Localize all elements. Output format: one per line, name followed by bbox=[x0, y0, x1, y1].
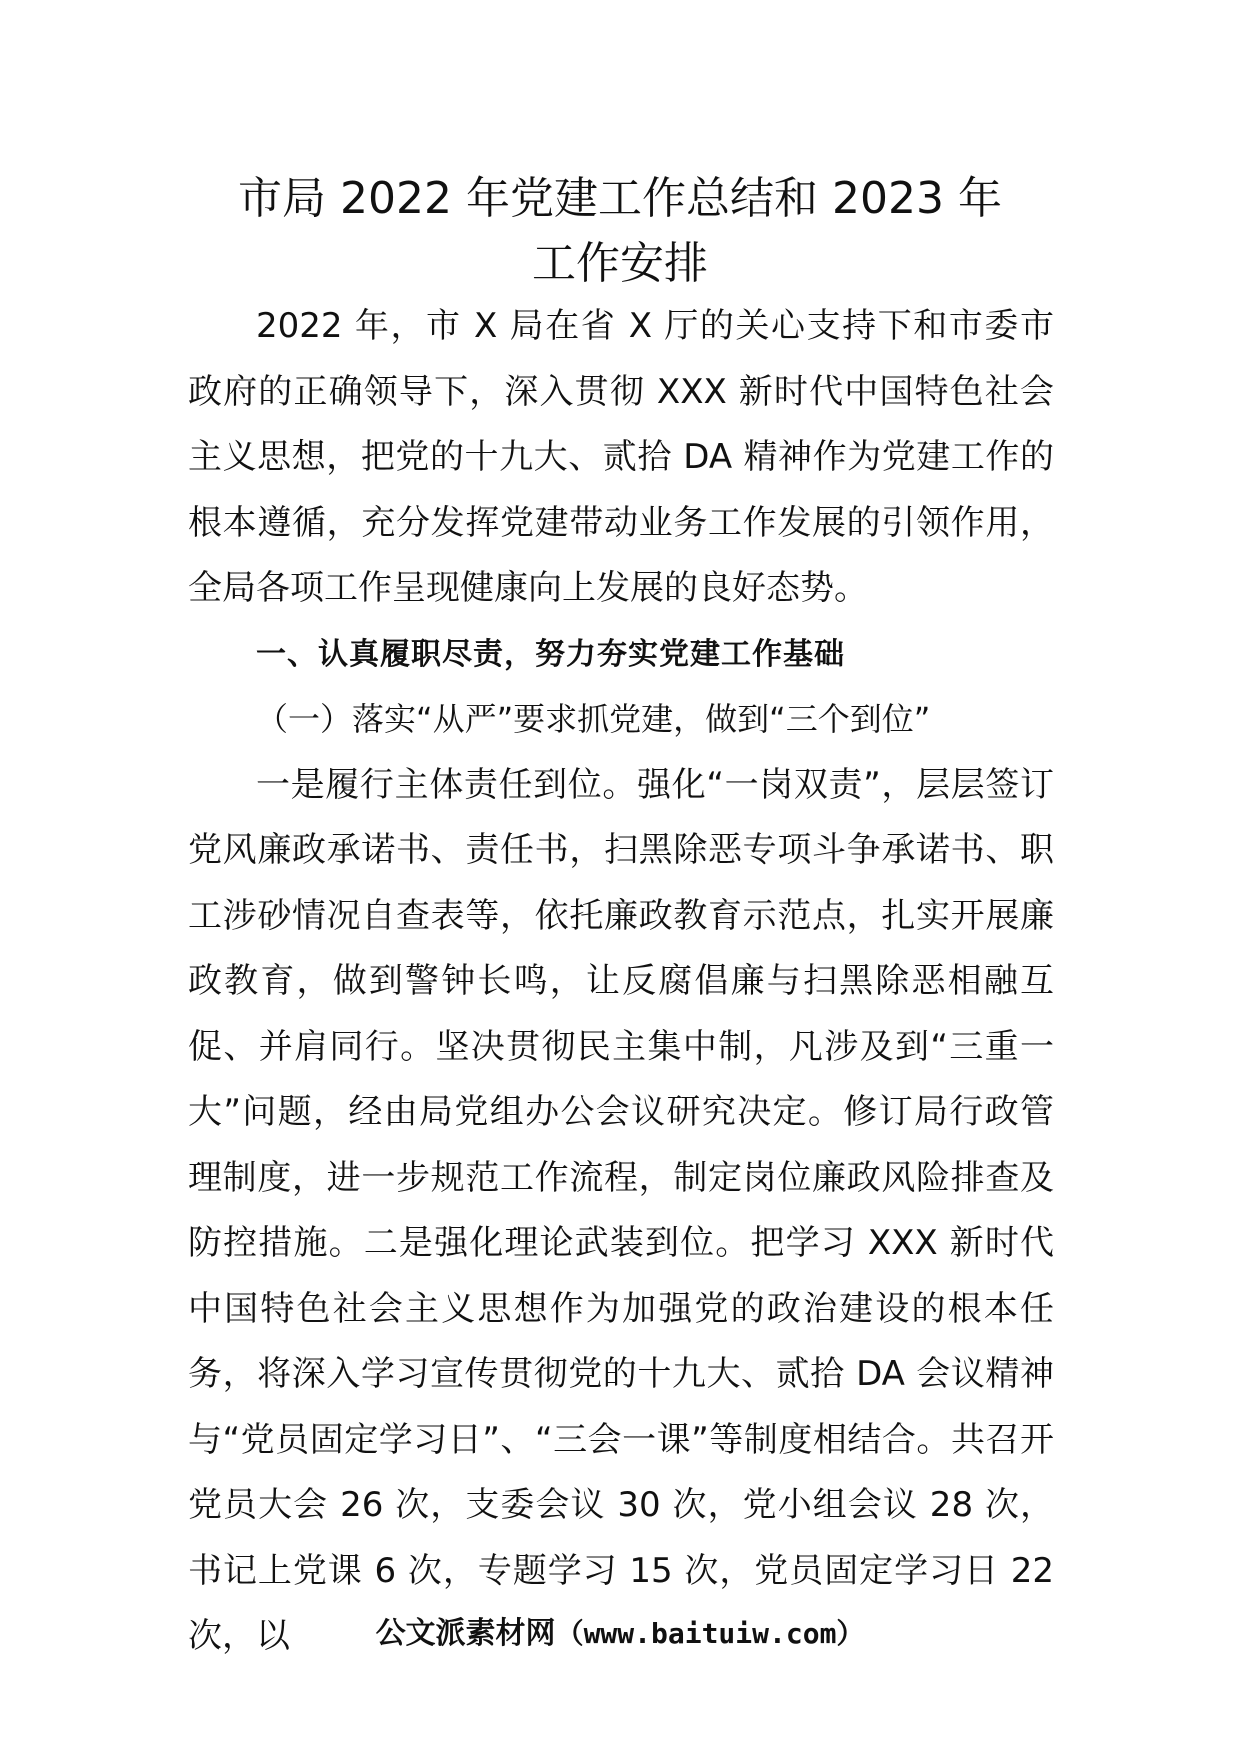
footer-site-name: 公文派素材网 bbox=[375, 1616, 556, 1651]
footer-url: （www.baituiw.com） bbox=[555, 1617, 865, 1650]
document-title-line-1: 市局 2022 年党建工作总结和 2023 年 bbox=[238, 173, 1002, 224]
intro-paragraph: 2022 年，市 X 局在省 X 厅的关心支持下和市委市政府的正确领导下，深入贯彻 XXX 新时代中国特色社会主义思想，把党的十九大、贰拾 DA 精神作为党建工作的根本遵循，充分发挥党建带动业务工作发展的引领作用，全局各项工作呈现健康向上发展的良好态势。 bbox=[188, 306, 1054, 608]
subsection-heading-1: （一）落实“从严”要求抓党建，做到“三个到位” bbox=[256, 700, 931, 738]
document-title-line-2: 工作安排 bbox=[532, 238, 708, 289]
body-paragraph: 一是履行主体责任到位。强化“一岗双责”，层层签订党风廉政承诺书、责任书，扫黑除恶专项斗争承诺书、职工涉砂情况自查表等，依托廉政教育示范点，扎实开展廉政教育，做到警钟长鸣，让反腐倡廉与扫黑除恶相融互促、并肩同行。坚决贯彻民主集中制，凡涉及到“三重一大”问题，经由局党组办公会议研究决定。修订局行政管理制度，进一步规范工作流程，制定岗位廉政风险排查及防控措施。二是强化理论武装到位。把学习 XXX 新时代中国特色社会主义思想作为加强党的政治建设的根本任务，将深入学习宣传贯彻党的十九大、贰拾 DA 会议精神与“党员固定学习日”、“三会一课”等制度相结合。共召开党员大会 26 次，支委会议 30 次，党小组会议 28 次，书记上党课 6 次，专题学习 15 次，党员固定学习日 22 次，以 bbox=[188, 764, 1054, 1656]
footer-watermark bbox=[150, 1612, 1090, 1656]
section-heading-1: 一、认真履职尽责，努力夯实党建工作基础 bbox=[256, 636, 845, 672]
document-body bbox=[188, 294, 1054, 1670]
